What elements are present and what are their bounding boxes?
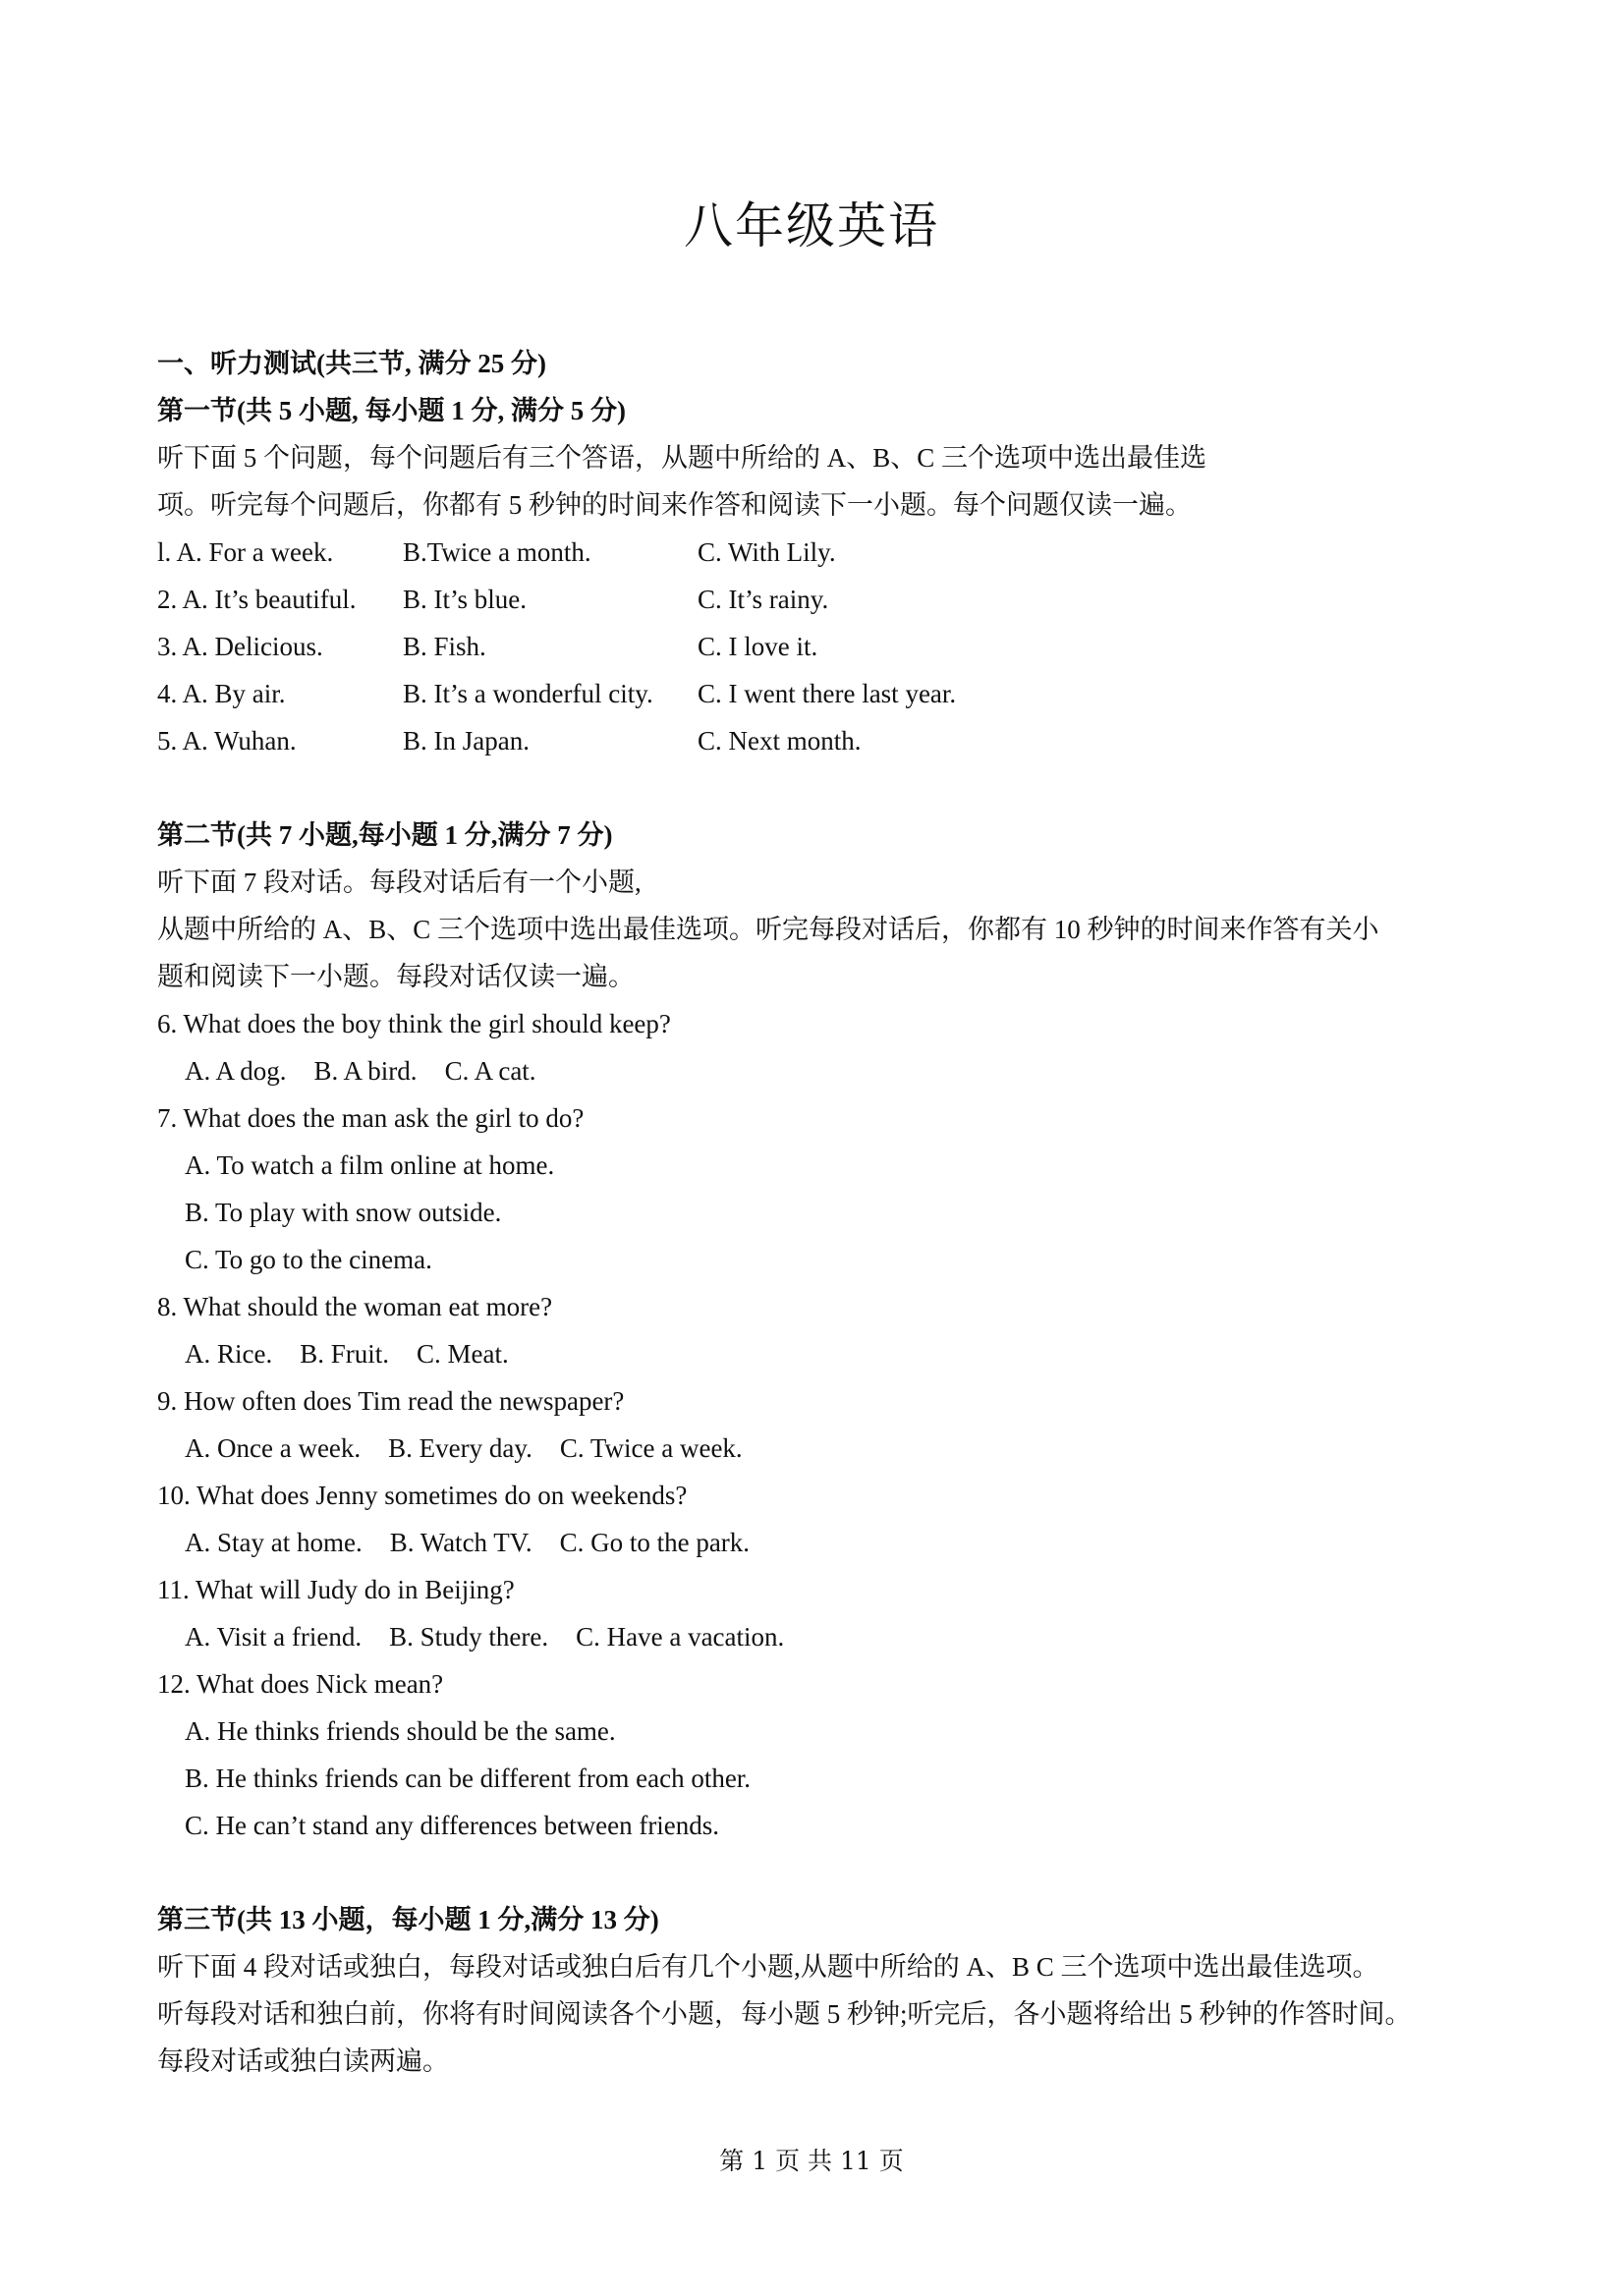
- option-b: B. Every day.: [388, 1433, 532, 1463]
- option-c: C. A cat.: [444, 1056, 536, 1086]
- option-c: C. Meat.: [417, 1339, 509, 1369]
- option-a: l. A. For a week.: [157, 537, 334, 567]
- question-row: [157, 576, 1493, 623]
- section3-instruction: 每段对话或独白读两遍。: [157, 2046, 449, 2076]
- option-c: C. Next month.: [698, 726, 862, 756]
- option-b: B. Fruit.: [300, 1339, 390, 1369]
- section3-instruction: 听下面 4 段对话或独白，每段对话或独白后有几个小题,从题中所给的 A、B C 三个选项中选出最佳选项。: [157, 1952, 1379, 1982]
- option-c: C. With Lily.: [698, 537, 836, 567]
- option-c: C. He can’t stand any differences between friends.: [185, 1811, 720, 1840]
- option-b: B. Fish.: [403, 632, 486, 661]
- section1-heading: 第一节(共 5 小题, 每小题 1 分, 满分 5 分): [157, 396, 626, 425]
- section3-heading: 第三节(共 13 小题，每小题 1 分,满分 13 分): [157, 1905, 659, 1934]
- option-a: 4. A. By air.: [157, 679, 286, 708]
- option-a: A. Rice.: [185, 1339, 273, 1369]
- spacer: [157, 764, 1493, 812]
- question-row: [157, 623, 1493, 670]
- question-row: [157, 529, 1493, 576]
- option-a: A. To watch a film online at home.: [185, 1150, 555, 1180]
- option-b: B. Study there.: [389, 1622, 549, 1652]
- section3-instruction: 听每段对话和独白前，你将有时间阅读各个小题，每小题 5 秒钟;听完后，各小题将给出 5 秒钟的作答时间。: [157, 1999, 1412, 2029]
- question-options: [157, 1519, 1493, 1566]
- question-options: [157, 1613, 1493, 1660]
- option-a: 2. A. It’s beautiful.: [157, 585, 357, 614]
- option-c: C. To go to the cinema.: [185, 1245, 432, 1274]
- section1-instruction: 项。听完每个问题后，你都有 5 秒钟的时间来作答和阅读下一小题。每个问题仅读一遍。: [157, 490, 1192, 520]
- section1-instruction: 听下面 5 个问题，每个问题后有三个答语，从题中所给的 A、B、C 三个选项中选出最佳选: [157, 443, 1207, 473]
- section2-instruction: 题和阅读下一小题。每段对话仅读一遍。: [157, 962, 635, 991]
- option-a: A. A dog.: [185, 1056, 287, 1086]
- section2-instruction: 从题中所给的 A、B、C 三个选项中选出最佳选项。听完每段对话后，你都有 10 秒钟的时间来作答有关小: [157, 915, 1379, 944]
- option-b: B. He thinks friends can be different from each other.: [185, 1764, 752, 1793]
- option-c: C. I went there last year.: [698, 679, 957, 708]
- option-c: C. Go to the park.: [559, 1528, 751, 1557]
- question-text: 6. What does the boy think the girl should keep?: [157, 1009, 671, 1038]
- option-a: 3. A. Delicious.: [157, 632, 323, 661]
- option-c: C. It’s rainy.: [698, 585, 829, 614]
- question-row: [157, 670, 1493, 717]
- exam-content: [157, 340, 1493, 2085]
- option-b: B. In Japan.: [403, 726, 530, 756]
- spacer: [157, 1849, 1493, 1896]
- option-b: B. To play with snow outside.: [185, 1198, 502, 1227]
- option-a: A. He thinks friends should be the same.: [185, 1716, 616, 1746]
- option-b: B. It’s a wonderful city.: [403, 679, 653, 708]
- option-b: B.Twice a month.: [403, 537, 591, 567]
- option-c: C. I love it.: [698, 632, 818, 661]
- question-row: [157, 717, 1493, 764]
- question-options: [157, 1047, 1493, 1094]
- part-heading: 一、听力测试(共三节, 满分 25 分): [157, 349, 546, 378]
- question-text: 12. What does Nick mean?: [157, 1669, 444, 1699]
- question-text: 10. What does Jenny sometimes do on weekends?: [157, 1481, 688, 1510]
- option-b: B. Watch TV.: [389, 1528, 532, 1557]
- section2-heading: 第二节(共 7 小题,每小题 1 分,满分 7 分): [157, 820, 613, 850]
- option-b: B. It’s blue.: [403, 585, 527, 614]
- option-a: A. Stay at home.: [185, 1528, 363, 1557]
- question-text: 9. How often does Tim read the newspaper?: [157, 1386, 625, 1416]
- page-title: 八年级英语: [684, 197, 939, 254]
- section2-instruction: 听下面 7 段对话。每段对话后有一个小题,: [157, 868, 642, 897]
- option-a: A. Once a week.: [185, 1433, 362, 1463]
- option-c: C. Twice a week.: [559, 1433, 743, 1463]
- question-text: 7. What does the man ask the girl to do?: [157, 1103, 585, 1133]
- page-footer: 第 1 页 共 11 页: [719, 2147, 904, 2175]
- question-text: 8. What should the woman eat more?: [157, 1292, 553, 1321]
- question-text: 11. What will Judy do in Beijing?: [157, 1575, 515, 1604]
- option-a: 5. A. Wuhan.: [157, 726, 297, 756]
- option-a: A. Visit a friend.: [185, 1622, 363, 1652]
- question-options: [157, 1425, 1493, 1472]
- option-b: B. A bird.: [313, 1056, 418, 1086]
- question-options: [157, 1330, 1493, 1377]
- option-c: C. Have a vacation.: [576, 1622, 785, 1652]
